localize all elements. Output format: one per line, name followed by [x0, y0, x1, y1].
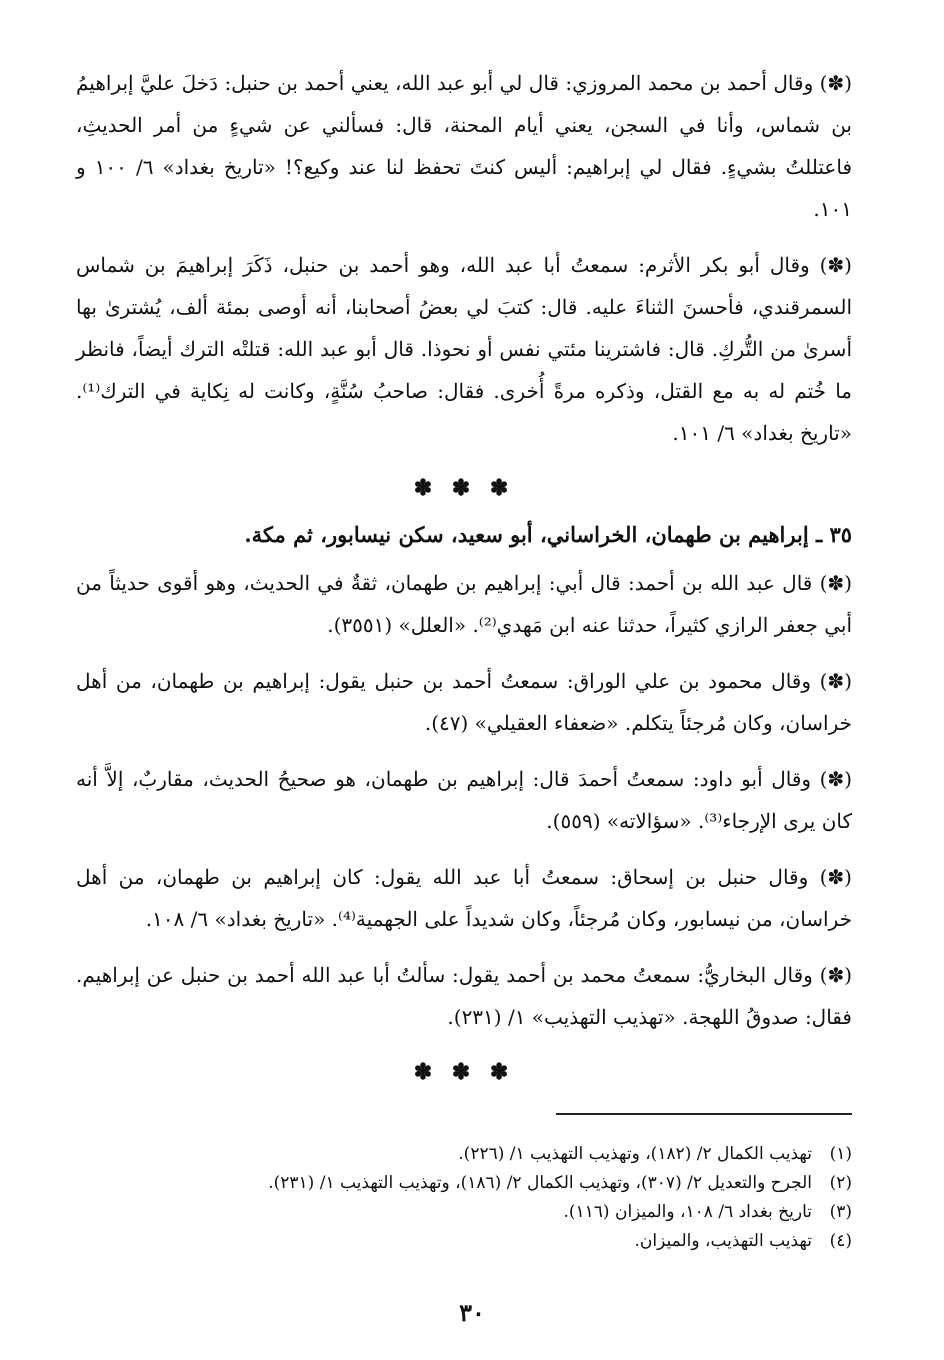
- footnote: [76, 1198, 852, 1227]
- footnote-text: تهذيب التهذيب، والميزان.: [634, 1231, 812, 1251]
- footnote-text: تهذيب الكمال ٢/ (١٨٢)، وتهذيب التهذيب ١/ (٢٢٦).: [458, 1144, 812, 1164]
- paragraph-warraq: (✽) وقال محمود بن علي الوراق: سمعتُ أحمد بن حنبل يقول: إبراهيم بن طهمان، من أهل خراسان، وكان مُرجئاً يتكلم. «ضعفاء العقيلي» (٤٧).: [76, 669, 852, 735]
- section-separator: ✽ ✽ ✽: [413, 1059, 515, 1085]
- footnote-number: (٤): [829, 1231, 852, 1251]
- footnote: [76, 1140, 852, 1169]
- entry-heading: ٣٥ ـ إبراهيم بن طهمان، الخراساني، أبو سعيد، سكن نيسابور، ثم مكة.: [244, 522, 852, 547]
- footnote: [76, 1169, 852, 1198]
- footnote-number: (٣): [829, 1202, 852, 1222]
- footnote-divider: [556, 1113, 852, 1115]
- footnote-text: تاريخ بغداد ٦/ ١٠٨، والميزان (١١٦).: [563, 1202, 812, 1222]
- footnote: [76, 1227, 852, 1256]
- paragraph-abu-dawud: (✽) وقال أبو داود: سمعتُ أحمدَ قال: إبراهيم بن طهمان، هو صحيحُ الحديث، مقاربٌ، إلاَّ أنه كان يرى الإرجاء⁽³⁾. «سؤالاته» (٥٥٩).: [76, 767, 852, 833]
- paragraph-ahmad-marwazi: (✽) وقال أحمد بن محمد المروزي: قال لي أبو عبد الله، يعني أحمد بن حنبل: دَخلَ عليَّ إبراهيمُ بن شماس، وأنا في السجن، يعني أيام المحنة، قال: فسألني عن شيءٍ من أمر الحديثِ، فاعتللتُ بشيءٍ. فقال لي إبراهيم: أليس كنتَ تحفظ لنا عند وكيع؟! «تاريخ بغداد» ٦/ ١٠٠ و ١٠١.: [76, 71, 852, 221]
- footnote-number: (١): [829, 1144, 852, 1164]
- page-number: ٣٠: [459, 1298, 485, 1327]
- main-text: [76, 62, 852, 1094]
- paragraph-hanbal-ishaq: (✽) وقال حنبل بن إسحاق: سمعتُ أبا عبد الله يقول: كان إبراهيم بن طهمان، من أهل خراسان، من نيسابور، وكان مُرجئاً، وكان شديداً على الجهمية⁽⁴⁾. «تاريخ بغداد» ٦/ ١٠٨.: [76, 865, 852, 931]
- paragraph-athram: (✽) وقال أبو بكر الأثرم: سمعتُ أبا عبد الله، وهو أحمد بن حنبل، ذَكَرَ إبراهيمَ بن شماس السمرقندي، فأحسنَ الثناءَ عليه. قال: كتبَ لي بعضُ أصحابنا، أنه أوصى بمئة ألف، يُشترىٰ بها أسرىٰ من التُّركِ. قال: فاشترينا مئتي نفس أو نحوذا. قال أبو عبد الله: قتلتْه الترك أيضاً، فانظر ما خُتم له به مع القتل، وذكره مرةً أُخرى. فقال: صاحبُ سُنَّةٍ، وكانت له نِكاية في الترك⁽¹⁾. «تاريخ بغداد» ٦/ ١٠١.: [76, 253, 852, 445]
- footnotes: [76, 1140, 852, 1256]
- section-separator: ✽ ✽ ✽: [413, 475, 515, 501]
- paragraph-abdullah: (✽) قال عبد الله بن أحمد: قال أبي: إبراهيم بن طهمان، ثقةٌ في الحديث، وهو أقوى حديثاً من أبي جعفر الرازي كثيراً، حدثنا عنه ابن مَهدي⁽²⁾. «العلل» (٣٥٥١).: [76, 571, 852, 637]
- footnote-number: (٢): [829, 1173, 852, 1193]
- paragraph-bukhari: (✽) وقال البخاريُّ: سمعتُ محمد بن أحمد يقول: سألتُ أبا عبد الله أحمد بن حنبل عن إبراهيم. فقال: صدوقُ اللهجة. «تهذيب التهذيب» ١/ (٢٣١).: [76, 963, 852, 1029]
- footnote-text: الجرح والتعديل ٢/ (٣٠٧)، وتهذيب الكمال ٢/ (١٨٦)، وتهذيب التهذيب ١/ (٢٣١).: [268, 1173, 812, 1193]
